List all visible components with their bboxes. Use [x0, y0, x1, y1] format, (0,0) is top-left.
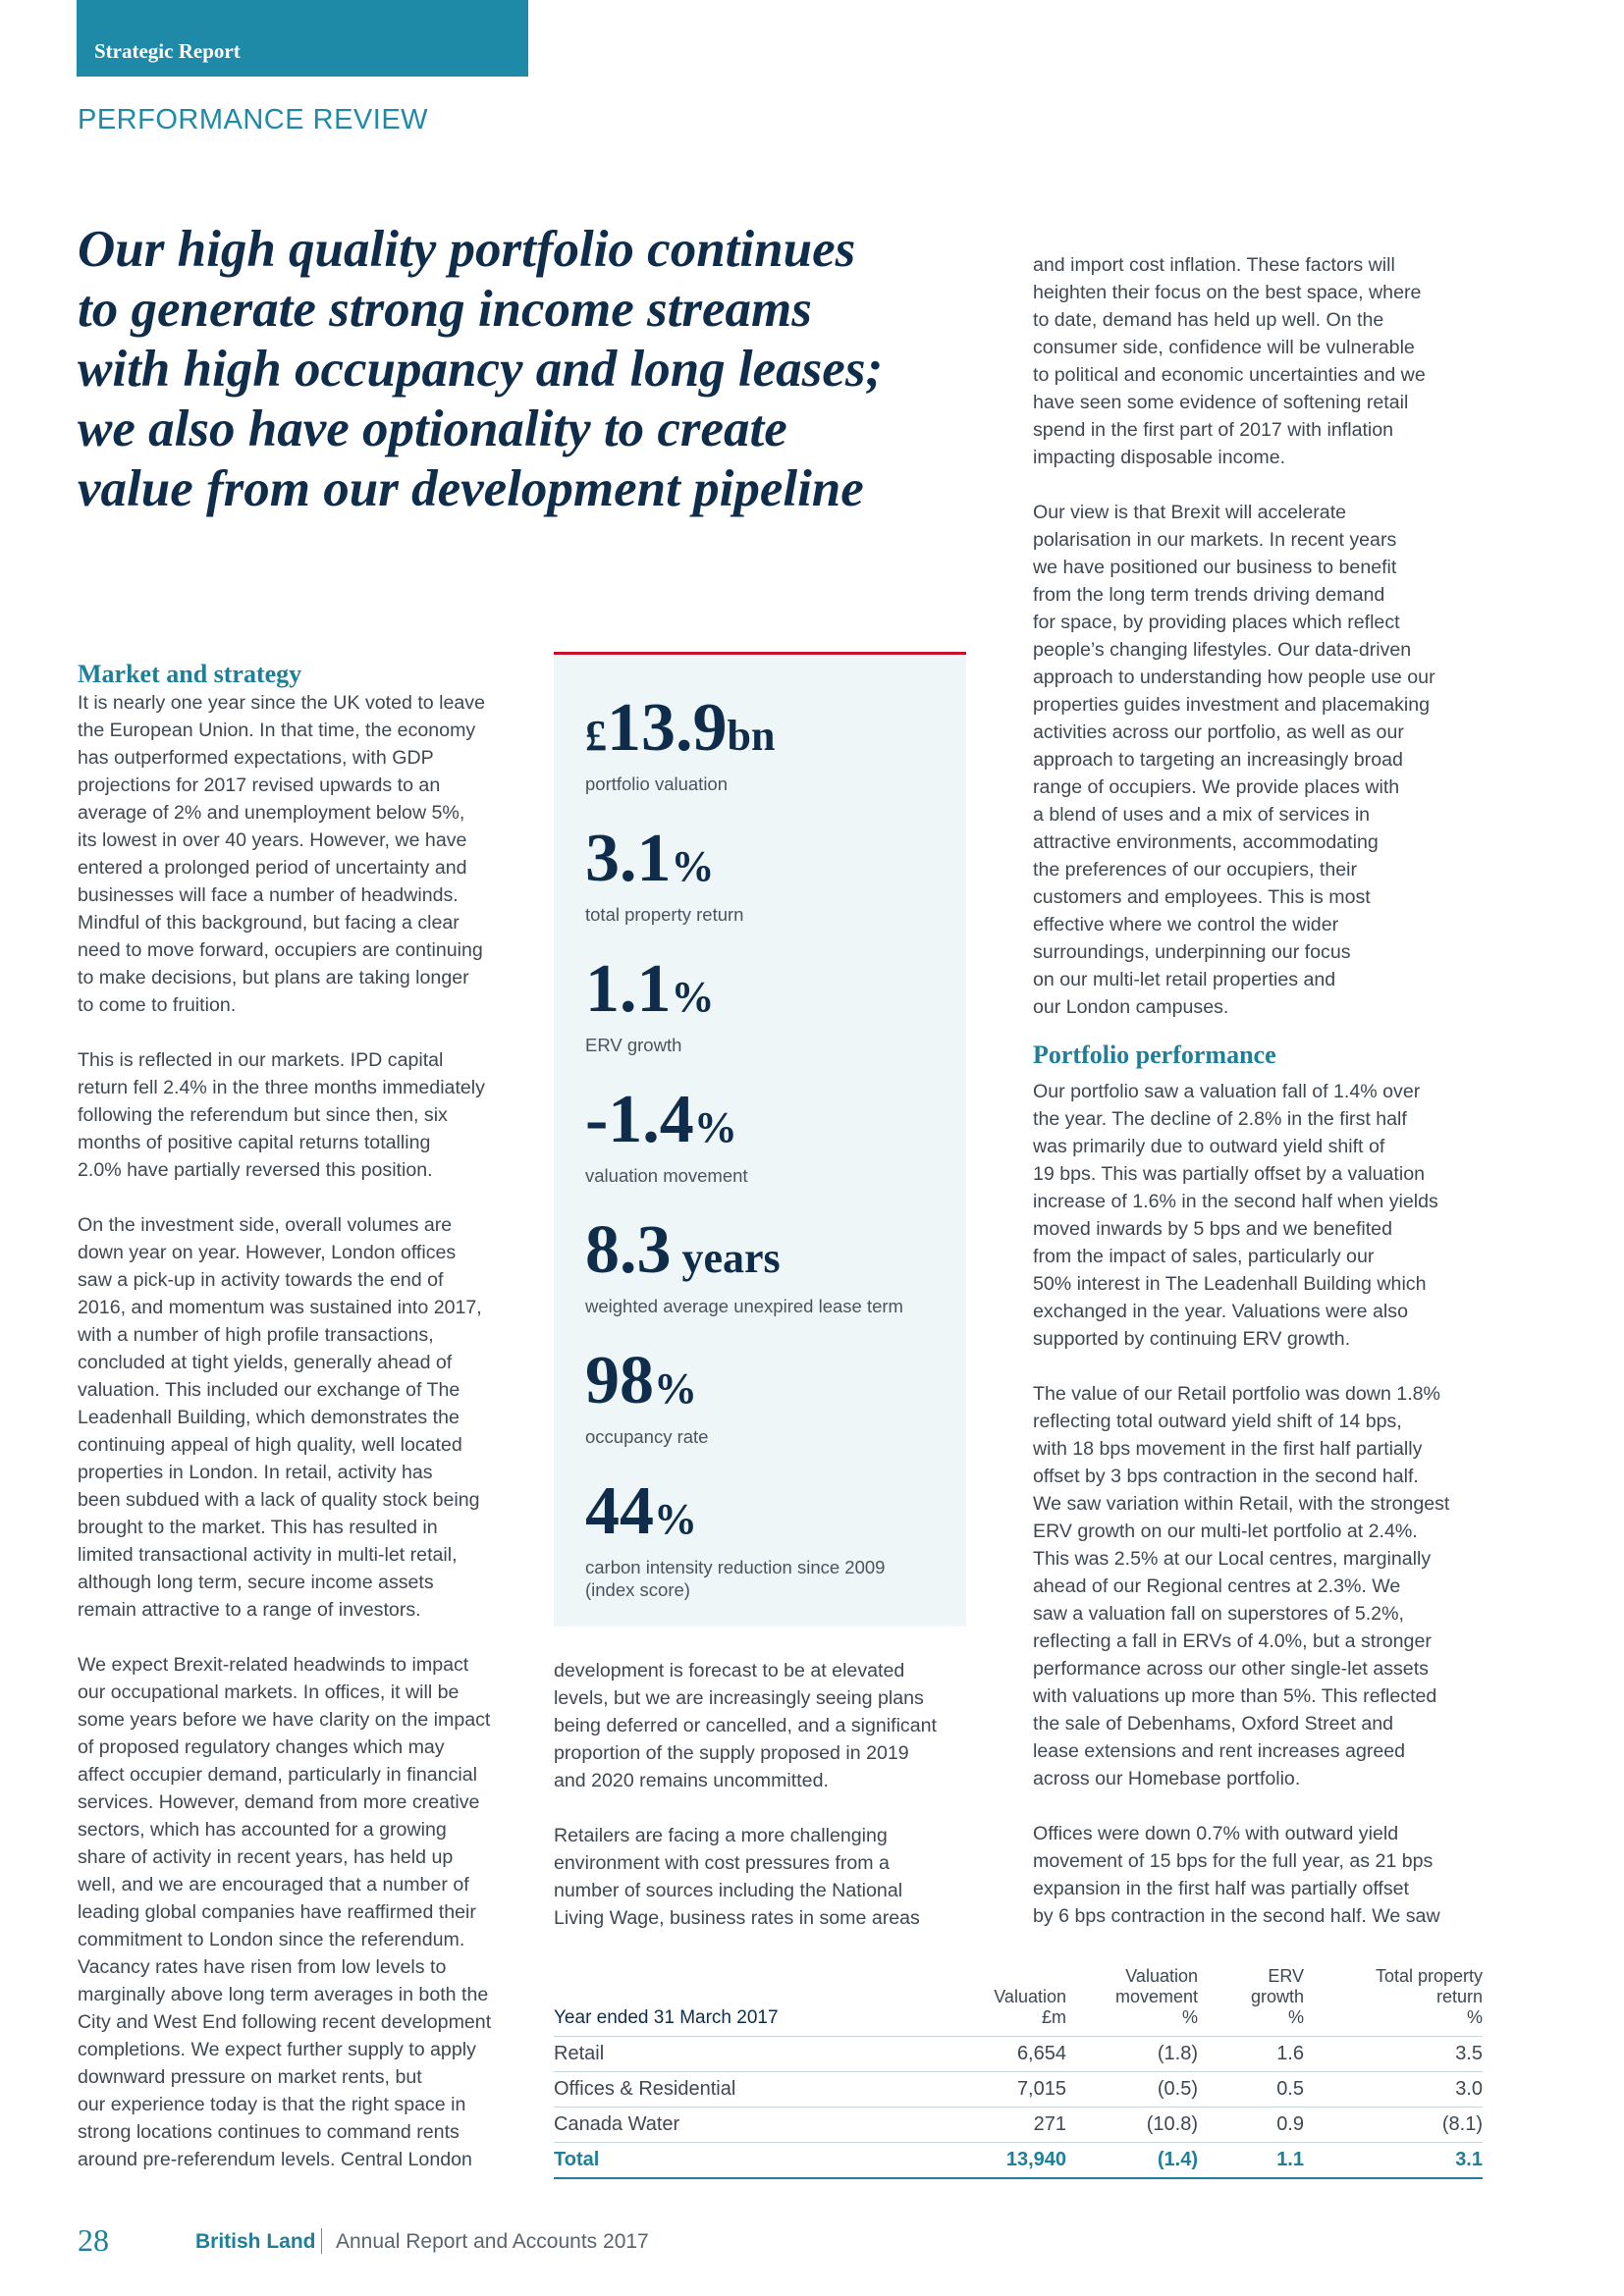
text-line: our London campuses.	[1033, 996, 1229, 1018]
key-stats-panel	[554, 652, 966, 1627]
text-line: impacting disposable income.	[1033, 447, 1286, 468]
stat-label: total property return	[585, 904, 744, 925]
text-line: being deferred or cancelled, and a significant	[554, 1715, 937, 1736]
text-line: levels, but we are increasingly seeing plans	[554, 1687, 924, 1709]
text-line: proportion of the supply proposed in 2019	[554, 1742, 909, 1764]
text-line: from the long term trends driving demand	[1033, 584, 1385, 606]
table-header: Valuation £m	[994, 1987, 1066, 2027]
paragraph	[78, 1651, 539, 2173]
text-line: moved inwards by 5 bps and we benefited	[1033, 1218, 1392, 1240]
text-line: 2.0% have partially reversed this position.	[78, 1159, 433, 1181]
text-line: On the investment side, overall volumes are	[78, 1214, 453, 1236]
text-line: Our view is that Brexit will accelerate	[1033, 502, 1347, 523]
text-line: reflecting a fall in ERVs of 4.0%, but a stronger	[1033, 1630, 1432, 1652]
text-line: with valuations up more than 5%. This reflected	[1033, 1685, 1437, 1707]
table-cell: (8.1)	[1304, 2108, 1483, 2143]
text-line: downward pressure on market rents, but	[78, 2066, 422, 2088]
column-middle-text	[554, 1657, 976, 1959]
stat-unit: %	[654, 1364, 697, 1413]
headline-line: value from our development pipeline	[78, 460, 864, 517]
text-line: to date, demand has held up well. On the	[1033, 309, 1384, 331]
section-tab	[77, 0, 528, 77]
text-line: concluded at tight yields, generally ahead of	[78, 1352, 453, 1373]
text-line: approach to understanding how people use our	[1033, 667, 1435, 688]
text-line: environment with cost pressures from a	[554, 1852, 890, 1874]
text-line: attractive environments, accommodating	[1033, 831, 1379, 853]
text-line: have seen some evidence of softening retail	[1033, 392, 1409, 413]
text-line: properties in London. In retail, activity has	[78, 1462, 433, 1483]
text-line: exchanged in the year. Valuations were also	[1033, 1301, 1408, 1322]
text-line: businesses will face a number of headwinds.	[78, 884, 459, 906]
table-cell: 7,015	[917, 2072, 1066, 2108]
text-line: people’s changing lifestyles. Our data-driven	[1033, 639, 1412, 661]
text-line: to come to fruition.	[78, 994, 237, 1016]
table-header: Total property return %	[1375, 1966, 1483, 2027]
text-line: surroundings, underpinning our focus	[1033, 941, 1351, 963]
text-line: The value of our Retail portfolio was down 1.8%	[1033, 1383, 1440, 1405]
text-line: the European Union. In that time, the economy	[78, 720, 476, 741]
column-portfolio-performance	[1033, 251, 1494, 1957]
text-line: It is nearly one year since the UK voted to leave	[78, 692, 485, 714]
text-line: Our portfolio saw a valuation fall of 1.4% over	[1033, 1081, 1421, 1102]
text-line: saw a pick-up in activity towards the end of	[78, 1269, 444, 1291]
text-line: This was 2.5% at our Local centres, marginally	[1033, 1548, 1432, 1570]
text-line: ERV growth on our multi-let portfolio at 2.4%.	[1033, 1521, 1418, 1542]
text-line: the preferences of our occupiers, their	[1033, 859, 1358, 881]
text-line: remain attractive to a range of investors.	[78, 1599, 421, 1621]
table-cell: 0.5	[1198, 2072, 1304, 2108]
table-cell: (0.5)	[1066, 2072, 1198, 2108]
text-line: on our multi-let retail properties and	[1033, 969, 1336, 990]
text-line: limited transactional activity in multi-let retail,	[78, 1544, 458, 1566]
text-line: Leadenhall Building, which demonstrates the	[78, 1407, 460, 1428]
stat-portfolio-valuation	[585, 692, 775, 795]
text-line: a blend of uses and a mix of services in	[1033, 804, 1371, 826]
headline	[78, 220, 1020, 519]
text-line: completions. We expect further supply to apply	[78, 2039, 476, 2060]
text-line: increase of 1.6% in the second half when yields	[1033, 1191, 1438, 1212]
text-line: marginally above long term averages in both the	[78, 1984, 489, 2005]
text-line: the sale of Debenhams, Oxford Street and	[1033, 1713, 1394, 1735]
stat-unit: bn	[727, 712, 776, 760]
page-section-title: PERFORMANCE REVIEW	[78, 104, 429, 135]
body-text	[78, 689, 539, 2173]
text-line: reflecting total outward yield shift of 14 bps,	[1033, 1411, 1402, 1432]
text-line: continuing appeal of high quality, well located	[78, 1434, 462, 1456]
text-line: lease extensions and rent increases agreed	[1033, 1740, 1406, 1762]
column-market-strategy	[78, 660, 539, 2201]
text-line: brought to the market. This has resulted in	[78, 1517, 438, 1538]
text-line: projections for 2017 revised upwards to an	[78, 774, 441, 796]
stat-unit: %	[693, 1103, 737, 1151]
text-line: valuation. This included our exchange of The	[78, 1379, 460, 1401]
table-header-row	[554, 1966, 1483, 2037]
stat-value: 44	[585, 1473, 654, 1549]
paragraph	[554, 1657, 976, 1794]
text-line: was primarily due to outward yield shift of	[1033, 1136, 1385, 1157]
stat-label: carbon intensity reduction since 2009 (index score)	[585, 1557, 886, 1600]
text-line: heighten their focus on the best space, where	[1033, 282, 1422, 303]
paragraph	[78, 689, 539, 1019]
text-line: Retailers are facing a more challenging	[554, 1825, 888, 1846]
text-line: 19 bps. This was partially offset by a valuation	[1033, 1163, 1425, 1185]
table-cell: (10.8)	[1066, 2108, 1198, 2143]
text-line: share of activity in recent years, has held up	[78, 1846, 454, 1868]
text-line: we have positioned our business to benefit	[1033, 557, 1397, 578]
body-text	[554, 1657, 976, 1932]
table-cell: (1.4)	[1066, 2143, 1198, 2179]
text-line: Mindful of this background, but facing a clear	[78, 912, 460, 934]
headline-line: Our high quality portfolio continues	[78, 221, 856, 278]
section-tab-label: Strategic Report	[94, 39, 241, 63]
performance-table	[554, 1966, 1483, 2179]
stat-prefix: £	[585, 712, 607, 760]
text-line: been subdued with a lack of quality stock being	[78, 1489, 480, 1511]
table-header: ERV growth %	[1250, 1966, 1304, 2027]
text-line: and 2020 remains uncommitted.	[554, 1770, 829, 1791]
text-line: down year on year. However, London offices	[78, 1242, 457, 1263]
text-line: to political and economic uncertainties and we	[1033, 364, 1426, 386]
stat-value: 8.3	[585, 1212, 672, 1288]
table-cell: 0.9	[1198, 2108, 1304, 2143]
text-line: leading global companies have reaffirmed their	[78, 1901, 476, 1923]
table-header: Year ended 31 March 2017	[554, 2007, 779, 2028]
paragraph	[78, 1046, 539, 1184]
text-line: average of 2% and unemployment below 5%,	[78, 802, 465, 824]
stat-value: 98	[585, 1343, 654, 1418]
stat-erv-growth	[585, 953, 715, 1056]
stat-total-property-return	[585, 823, 743, 926]
table-cell: Retail	[554, 2037, 917, 2072]
table-cell: 1.6	[1198, 2037, 1304, 2072]
body-text	[1033, 1078, 1494, 1930]
text-line: affect occupier demand, particularly in financial	[78, 1764, 477, 1786]
paragraph	[554, 1822, 976, 1932]
text-line: offset by 3 bps contraction in the second half.	[1033, 1466, 1419, 1487]
text-line: expansion in the first half was partially offset	[1033, 1878, 1410, 1899]
text-line: supported by continuing ERV growth.	[1033, 1328, 1351, 1350]
text-line: return fell 2.4% in the three months immediately	[78, 1077, 485, 1098]
stat-label: ERV growth	[585, 1035, 682, 1055]
paragraph	[1033, 1380, 1494, 1792]
text-line: strong locations continues to command rents	[78, 2121, 460, 2143]
table-row	[554, 2108, 1483, 2143]
text-line: We saw variation within Retail, with the strongest	[1033, 1493, 1450, 1515]
text-line: range of occupiers. We provide places with	[1033, 776, 1400, 798]
stat-value: 13.9	[607, 690, 728, 766]
paragraph	[1033, 1078, 1494, 1353]
text-line: months of positive capital returns totalling	[78, 1132, 431, 1153]
text-line: some years before we have clarity on the impact	[78, 1709, 491, 1731]
footer-brand: British Land	[195, 2230, 316, 2253]
table-cell: 3.1	[1304, 2143, 1483, 2179]
table-cell: 13,940	[917, 2143, 1066, 2179]
table-cell: Total	[554, 2143, 917, 2179]
stat-valuation-movement	[585, 1084, 748, 1187]
footer-divider	[321, 2228, 322, 2254]
text-line: Vacancy rates have risen from low levels to	[78, 1956, 447, 1978]
heading-market-strategy: Market and strategy	[78, 660, 302, 688]
text-line: to make decisions, but plans are taking longer	[78, 967, 469, 988]
text-line: performance across our other single-let assets	[1033, 1658, 1429, 1680]
text-line: following the referendum but since then, six	[78, 1104, 448, 1126]
table-cell: 271	[917, 2108, 1066, 2143]
text-line: ahead of our Regional centres at 2.3%. We	[1033, 1575, 1401, 1597]
text-line: has outperformed expectations, with GDP	[78, 747, 434, 769]
text-line: entered a prolonged period of uncertainty and	[78, 857, 467, 879]
text-line: with 18 bps movement in the first half partially	[1033, 1438, 1423, 1460]
text-line: Offices were down 0.7% with outward yield	[1033, 1823, 1399, 1844]
stat-value: 3.1	[585, 821, 672, 896]
paragraph	[1033, 251, 1494, 471]
text-line: commitment to London since the referendum.	[78, 1929, 465, 1950]
text-line: our occupational markets. In offices, it will be	[78, 1682, 460, 1703]
text-line: 2016, and momentum was sustained into 2017,	[78, 1297, 482, 1318]
headline-line: to generate strong income streams	[78, 281, 812, 338]
table-cell: 3.0	[1304, 2072, 1483, 2108]
text-line: by 6 bps contraction in the second half. We saw	[1033, 1905, 1440, 1927]
table-row	[554, 2072, 1483, 2108]
text-line: properties guides investment and placemaking	[1033, 694, 1431, 716]
text-line: This is reflected in our markets. IPD capital	[78, 1049, 444, 1071]
footer-report-title: Annual Report and Accounts 2017	[336, 2230, 649, 2253]
table-header: Valuation movement %	[1114, 1966, 1198, 2027]
text-line: development is forecast to be at elevated	[554, 1660, 905, 1682]
body-text	[1033, 251, 1494, 1021]
stat-label: occupancy rate	[585, 1426, 709, 1447]
stat-occupancy-rate	[585, 1345, 708, 1448]
stat-unit: years	[671, 1234, 781, 1282]
text-line: sectors, which has accounted for a growing	[78, 1819, 447, 1841]
text-line: with a number of high profile transactions,	[78, 1324, 434, 1346]
paragraph	[78, 1211, 539, 1624]
table-cell: (1.8)	[1066, 2037, 1198, 2072]
stat-label: valuation movement	[585, 1165, 748, 1186]
text-line: across our Homebase portfolio.	[1033, 1768, 1301, 1789]
text-line: polarisation in our markets. In recent years	[1033, 529, 1397, 551]
text-line: customers and employees. This is most	[1033, 886, 1371, 908]
stat-unit: %	[671, 842, 715, 890]
text-line: approach to targeting an increasingly broad	[1033, 749, 1403, 771]
table-row	[554, 2037, 1483, 2072]
page-number: 28	[78, 2222, 109, 2258]
text-line: activities across our portfolio, as well as our	[1033, 721, 1404, 743]
text-line: and import cost inflation. These factors will	[1033, 254, 1395, 276]
paragraph	[1033, 499, 1494, 1021]
text-line: from the impact of sales, particularly our	[1033, 1246, 1375, 1267]
text-line: number of sources including the National	[554, 1880, 903, 1901]
table-cell: 1.1	[1198, 2143, 1304, 2179]
stat-unit: %	[671, 973, 715, 1021]
text-line: well, and we are encouraged that a number of	[78, 1874, 469, 1896]
stat-carbon-intensity	[585, 1475, 919, 1601]
text-line: We expect Brexit-related headwinds to impact	[78, 1654, 469, 1676]
table-cell: Canada Water	[554, 2108, 917, 2143]
text-line: movement of 15 bps for the full year, as 21 bps	[1033, 1850, 1434, 1872]
text-line: saw a valuation fall on superstores of 5.2%,	[1033, 1603, 1404, 1625]
text-line: 50% interest in The Leadenhall Building which	[1033, 1273, 1427, 1295]
stat-label: portfolio valuation	[585, 774, 729, 794]
stat-value: 1.1	[585, 951, 672, 1027]
stat-unit: %	[654, 1495, 697, 1543]
text-line: effective where we control the wider	[1033, 914, 1339, 935]
text-line: around pre-referendum levels. Central London	[78, 2149, 472, 2170]
text-line: spend in the first part of 2017 with inflation	[1033, 419, 1394, 441]
text-line: its lowest in over 40 years. However, we have	[78, 829, 467, 851]
stat-value: -1.4	[585, 1082, 694, 1157]
headline-line: with high occupancy and long leases;	[78, 341, 884, 398]
text-line: Living Wage, business rates in some areas	[554, 1907, 920, 1929]
text-line: for space, by providing places which reflect	[1033, 612, 1400, 633]
text-line: although long term, secure income assets	[78, 1572, 434, 1593]
text-line: City and West End following recent development	[78, 2011, 492, 2033]
table-cell: Offices & Residential	[554, 2072, 917, 2108]
text-line: of proposed regulatory changes which may	[78, 1736, 445, 1758]
headline-line: we also have optionality to create	[78, 400, 787, 457]
stat-label: weighted average unexpired lease term	[585, 1296, 903, 1316]
paragraph	[1033, 1820, 1494, 1930]
table-cell: 6,654	[917, 2037, 1066, 2072]
text-line: consumer side, confidence will be vulnerable	[1033, 337, 1415, 358]
stat-lease-term	[585, 1214, 903, 1317]
text-line: our experience today is that the right space in	[78, 2094, 466, 2115]
table-total-row	[554, 2143, 1483, 2179]
text-line: services. However, demand from more creative	[78, 1791, 480, 1813]
text-line: the year. The decline of 2.8% in the first half	[1033, 1108, 1407, 1130]
heading-portfolio-performance: Portfolio performance	[1033, 1041, 1276, 1069]
text-line: need to move forward, occupiers are continuing	[78, 939, 483, 961]
table-cell: 3.5	[1304, 2037, 1483, 2072]
